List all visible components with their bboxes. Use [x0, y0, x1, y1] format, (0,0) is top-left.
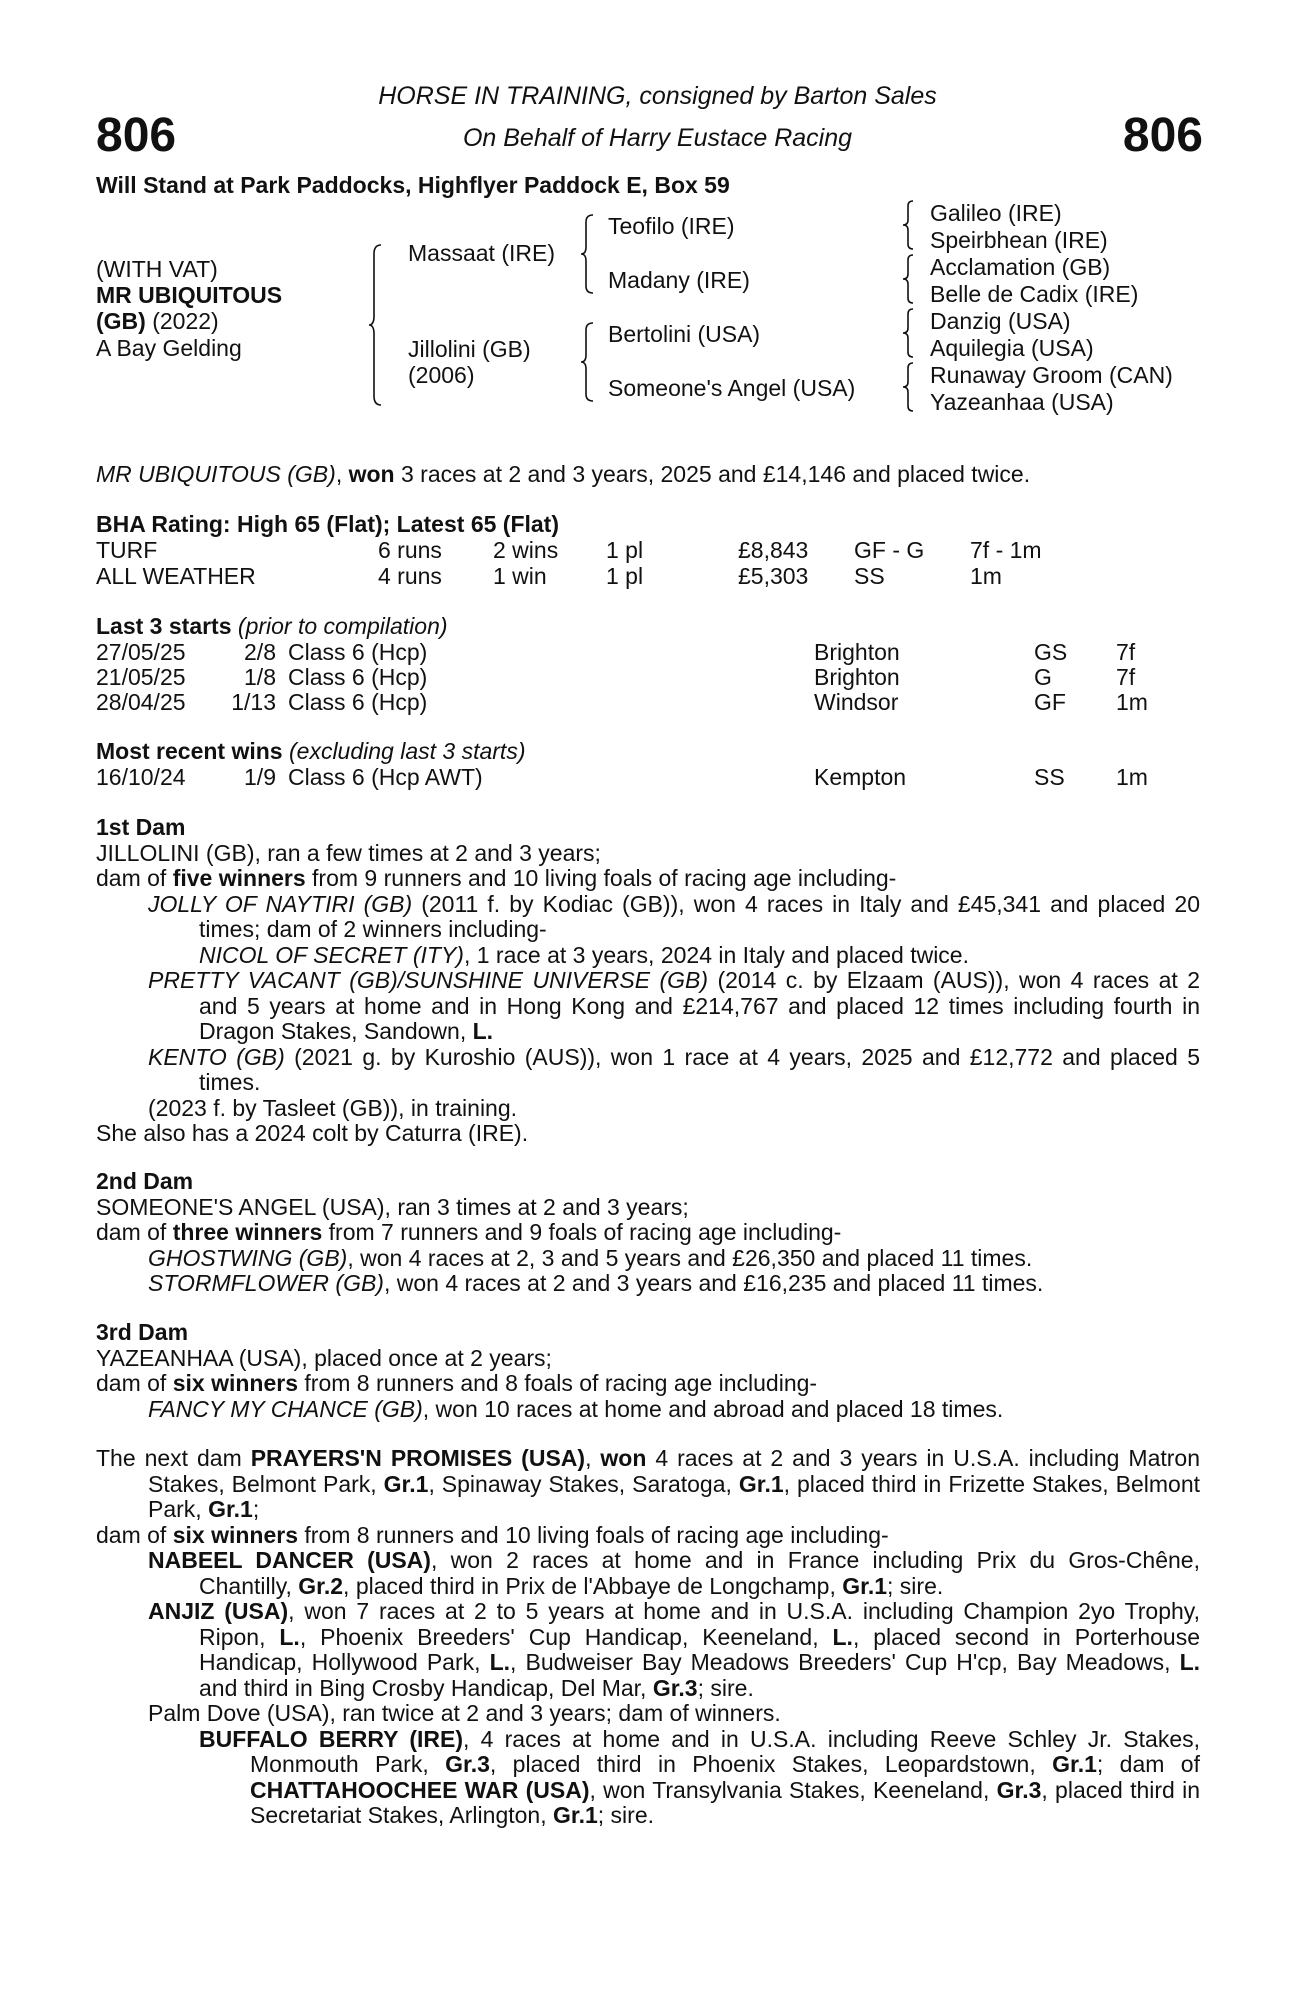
pedigree-g1: Galileo (IRE) [930, 200, 1062, 226]
next-dam-record: The next dam PRAYERS'N PROMISES (USA), won 4 races at 2 and 3 years in U.S.A. including Matron Stakes, Belmont Park, Gr.1, Spinaway Stakes, Saratoga, Gr.1, placed third in Frizette Stakes, Belmont Park, Gr.1; [96, 1445, 1201, 1522]
start-position: 1/13 [231, 689, 276, 715]
first-dam-produce: dam of five winners from 9 runners and 10 living foals of racing age including- [96, 865, 897, 891]
win-going: SS [1034, 764, 1065, 790]
start-distance: 1m [1116, 689, 1148, 715]
rating-distance: 1m [970, 563, 1002, 589]
pedigree-g6: Aquilegia (USA) [930, 335, 1094, 361]
pedigree-bracket-sire [580, 214, 596, 294]
start-course: Brighton [814, 664, 900, 690]
start-distance: 7f [1116, 639, 1136, 665]
rating-wins: 2 wins [493, 537, 559, 563]
pedigree-sire-sire: Teofilo (IRE) [608, 213, 735, 239]
produce-ghostwing: GHOSTWING (GB), won 4 races at 2, 3 and 5 years and £26,350 and placed 11 times. [148, 1244, 1033, 1271]
produce-palm-dove: Palm Dove (USA), ran twice at 2 and 3 years; dam of winners. [148, 1700, 781, 1726]
pedigree-dam: Jillolini (GB) [408, 336, 531, 362]
produce-buffalo-berry: BUFFALO BERRY (IRE), 4 races at home and in U.S.A. including Reeve Schley Jr. Stakes, Monmouth Park, Gr.3, placed third in Phoenix Stakes, Leopardstown, Gr.1; dam of CHATTAHOOCHEE WAR (USA), won Transylvania Stakes, Keeneland, Gr.3, placed third in Secretariat Stakes, Arlington, Gr.1; sire. [199, 1725, 1201, 1828]
start-going: G [1034, 664, 1052, 690]
vat-note: (WITH VAT) [96, 256, 218, 282]
second-dam-title: 2nd Dam [96, 1168, 194, 1194]
start-race: Class 6 (Hcp) [288, 664, 428, 690]
produce-kento: KENTO (GB) (2021 g. by Kuroshio (AUS)), won 1 race at 4 years, 2025 and £12,772 and placed 5 times. [148, 1043, 1200, 1095]
rating-runs: 4 runs [378, 563, 442, 589]
produce-nabeel-dancer: NABEEL DANCER (USA), won 2 races at home and in France including Prix du Gros-Chêne, Chantilly, Gr.2, placed third in Prix de l'Abbaye de Longchamp, Gr.1; sire. [148, 1547, 1200, 1599]
pedigree-bracket-g2 [902, 254, 916, 304]
second-dam-section [96, 1169, 1200, 1297]
first-dam-title: 1st Dam [96, 814, 186, 840]
produce-2023-filly: (2023 f. by Tasleet (GB)), in training. [148, 1094, 518, 1121]
second-dam-record: SOMEONE'S ANGEL (USA), ran 3 times at 2 and 3 years; [96, 1193, 689, 1220]
rating-going: GF - G [854, 537, 925, 563]
pedigree-bracket-g3 [902, 308, 916, 358]
pedigree-sire: Massaat (IRE) [408, 240, 555, 266]
pedigree-bracket-g1 [902, 200, 916, 250]
win-race: Class 6 (Hcp AWT) [288, 764, 483, 790]
horse-name: MR UBIQUITOUS [96, 282, 283, 308]
pedigree-sire-dam: Madany (IRE) [608, 267, 750, 293]
recent-wins-title: Most recent wins (excluding last 3 starts) [96, 738, 526, 764]
rating-distance: 7f - 1m [970, 537, 1042, 563]
pedigree-g5: Danzig (USA) [930, 308, 1071, 334]
pedigree-g4: Belle de Cadix (IRE) [930, 281, 1139, 307]
pedigree-bracket-g4 [902, 362, 916, 412]
pedigree-bracket-dam [580, 322, 596, 402]
produce-2024-colt: She also has a 2024 colt by Caturra (IRE). [96, 1120, 529, 1146]
consignment-title: HORSE IN TRAINING, consigned by Barton Sales [378, 82, 937, 110]
stand-location: Will Stand at Park Paddocks, Highflyer Paddock E, Box 59 [96, 172, 730, 198]
rating-title: BHA Rating: High 65 (Flat); Latest 65 (Flat) [96, 511, 559, 537]
start-going: GF [1034, 689, 1066, 715]
produce-nicol-of-secret: NICOL OF SECRET (ITY), 1 race at 3 years, 2024 in Italy and placed twice. [199, 941, 969, 968]
first-dam-section [96, 815, 1200, 1147]
start-date: 27/05/25 [96, 639, 186, 665]
third-dam-record: YAZEANHAA (USA), placed once at 2 years; [96, 1344, 552, 1371]
pedigree-dam-year: (2006) [408, 362, 475, 388]
pedigree-dam-sire: Bertolini (USA) [608, 321, 761, 347]
third-dam-produce: dam of six winners from 8 runners and 8 foals of racing age including- [96, 1370, 818, 1396]
produce-stormflower: STORMFLOWER (GB), won 4 races at 2 and 3 years and £16,235 and placed 11 times. [148, 1270, 1044, 1296]
pedigree-g3: Acclamation (GB) [930, 254, 1111, 280]
lot-number-left: 806 [96, 109, 177, 162]
first-dam-record: JILLOLINI (GB), ran a few times at 2 and 3 years; [96, 839, 601, 866]
pedigree-g2: Speirbhean (IRE) [930, 227, 1108, 253]
start-date: 21/05/25 [96, 664, 186, 690]
rating-prize: £5,303 [738, 563, 809, 589]
horse-description: A Bay Gelding [96, 335, 242, 361]
last-starts-title: Last 3 starts (prior to compilation) [96, 613, 448, 639]
start-date: 28/04/25 [96, 689, 186, 715]
rating-surface: TURF [96, 537, 158, 563]
rating-placed: 1 pl [606, 537, 644, 563]
rating-going: SS [854, 563, 885, 589]
start-position: 1/8 [244, 664, 276, 690]
pedigree-dam-dam: Someone's Angel (USA) [608, 375, 856, 401]
start-course: Brighton [814, 639, 900, 665]
produce-jolly-of-naytiri: JOLLY OF NAYTIRI (GB) (2011 f. by Kodiac (GB)), won 4 races in Italy and £45,341 and placed 20 times; dam of 2 winners including- [148, 890, 1200, 942]
start-course: Windsor [814, 689, 899, 715]
start-position: 2/8 [244, 639, 276, 665]
start-race: Class 6 (Hcp) [288, 639, 428, 665]
lot-number-right: 806 [1122, 109, 1203, 162]
next-dam-section [96, 1446, 1200, 1829]
start-distance: 7f [1116, 664, 1136, 690]
pedigree-g8: Yazeanhaa (USA) [930, 389, 1114, 415]
rating-prize: £8,843 [738, 537, 809, 563]
win-course: Kempton [814, 764, 907, 790]
next-dam-produce: dam of six winners from 8 runners and 10 living foals of racing age including- [96, 1521, 889, 1548]
produce-anjiz: ANJIZ (USA), won 7 races at 2 to 5 years at home and in U.S.A. including Champion 2yo Trophy, Ripon, L., Phoenix Breeders' Cup Handicap, Keeneland, L., placed second in Porterhouse Handicap, Hollywood Park, L., Budweiser Bay Meadows Breeders' Cup H'cp, Bay Meadows, L. and third in Bing Crosby Handicap, Del Mar, Gr.3; sire. [148, 1598, 1201, 1701]
rating-placed: 1 pl [606, 563, 644, 589]
rating-runs: 6 runs [378, 537, 442, 563]
third-dam-section [96, 1320, 1200, 1422]
start-race: Class 6 (Hcp) [288, 689, 428, 715]
third-dam-title: 3rd Dam [96, 1319, 189, 1345]
win-distance: 1m [1116, 764, 1148, 790]
produce-fancy-my-chance: FANCY MY CHANCE (GB), won 10 races at home and abroad and placed 18 times. [148, 1395, 1004, 1422]
pedigree-bracket-main [368, 244, 384, 406]
win-position: 1/9 [244, 764, 276, 790]
win-date: 16/10/24 [96, 764, 186, 790]
rating-surface: ALL WEATHER [96, 563, 256, 589]
consignor-line: On Behalf of Harry Eustace Racing [462, 124, 853, 152]
second-dam-produce: dam of three winners from 7 runners and 9 foals of racing age including- [96, 1219, 842, 1245]
start-going: GS [1034, 639, 1068, 665]
horse-origin-year: (GB) (2022) [96, 308, 219, 334]
pedigree-g7: Runaway Groom (CAN) [930, 362, 1173, 388]
rating-wins: 1 win [493, 563, 547, 589]
race-summary: MR UBIQUITOUS (GB), won 3 races at 2 and 3 years, 2025 and £14,146 and placed twice. [96, 461, 1031, 487]
produce-pretty-vacant: PRETTY VACANT (GB)/SUNSHINE UNIVERSE (GB) (2014 c. by Elzaam (AUS)), won 4 races at 2 and 5 years at home and in Hong Kong and £214,767 and placed 12 times including fourth in Dragon Stakes, Sandown, L. [148, 967, 1200, 1044]
